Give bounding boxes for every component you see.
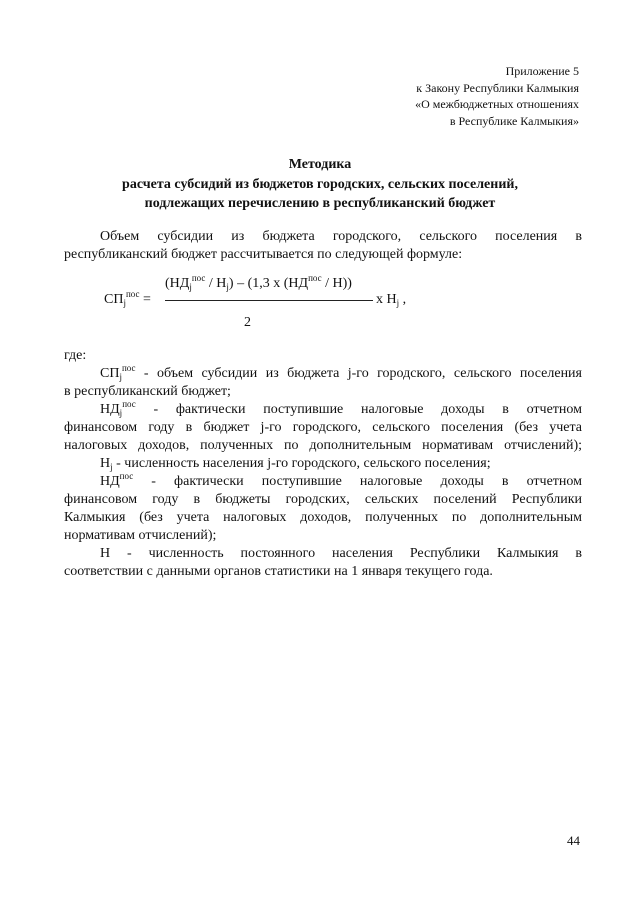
formula-denominator: 2 <box>244 315 251 330</box>
definition-sp: $СП_j^{пос}$ - объем субсидии из бюджета j-го городского, сельского поселения <box>100 363 582 382</box>
definition-line: налоговых доходов, полученных по дополнительным нормативам отчислений); <box>64 438 582 453</box>
definition-hj: $Н_j$ - численность населения j-го городского, сельского поселения; <box>100 456 491 472</box>
definition-nd: $НД^{пос}$ - фактически поступившие налоговые доходы в отчетном <box>100 471 582 489</box>
definition-line: Калмыкия (без учета налоговых доходов, полученных по дополнительным <box>64 510 582 525</box>
formula-lhs: $СП_j^{пос}$ = <box>104 289 151 308</box>
title-line: расчета субсидий из бюджетов городских, сельских поселений, <box>122 176 518 192</box>
definition-line: соответствии с данными органов статистики на 1 января текущего года. <box>64 564 493 579</box>
intro-line: Объем субсидии из бюджета городского, сельского поселения в <box>100 229 582 244</box>
title-line: подлежащих перечислению в республиканский бюджет <box>144 196 496 211</box>
definition-line: финансовом году в бюджет j-го городского, сельского поселения (без учета <box>64 420 582 435</box>
definition-line: финансовом году в бюджеты городских, сельских поселений Республики <box>64 492 582 507</box>
formula-numerator: $(НД_j^{пос} / Н_j) - (1,3$ х $(НД^{пос} / Н)$) <box>165 273 352 292</box>
fraction-bar <box>165 300 373 301</box>
title-line: Методика <box>288 157 352 172</box>
definition-ndj: $НД_j^{пос}$ - фактически поступившие налоговые доходы в отчетном <box>100 399 582 418</box>
appendix-line: Приложение 5 <box>505 64 579 78</box>
intro-line: республиканский бюджет рассчитывается по следующей формуле: <box>64 247 463 262</box>
definition-line: в республиканский бюджет; <box>64 384 231 399</box>
definition-line: нормативам отчислений); <box>64 528 217 543</box>
definition-h: Н - численность постоянного населения Республики Калмыкия в <box>100 546 582 561</box>
page-number: 44 <box>567 833 580 848</box>
appendix-line: «О межбюджетных отношениях <box>415 97 579 111</box>
appendix-line: в Республике Калмыкия» <box>449 113 579 128</box>
appendix-line: к Закону Республики Калмыкия <box>416 80 579 95</box>
formula <box>0 0 640 340</box>
definitions <box>64 347 582 581</box>
formula-rhs: х $Н_j$ , <box>376 292 407 308</box>
where-label: где: <box>64 348 87 363</box>
